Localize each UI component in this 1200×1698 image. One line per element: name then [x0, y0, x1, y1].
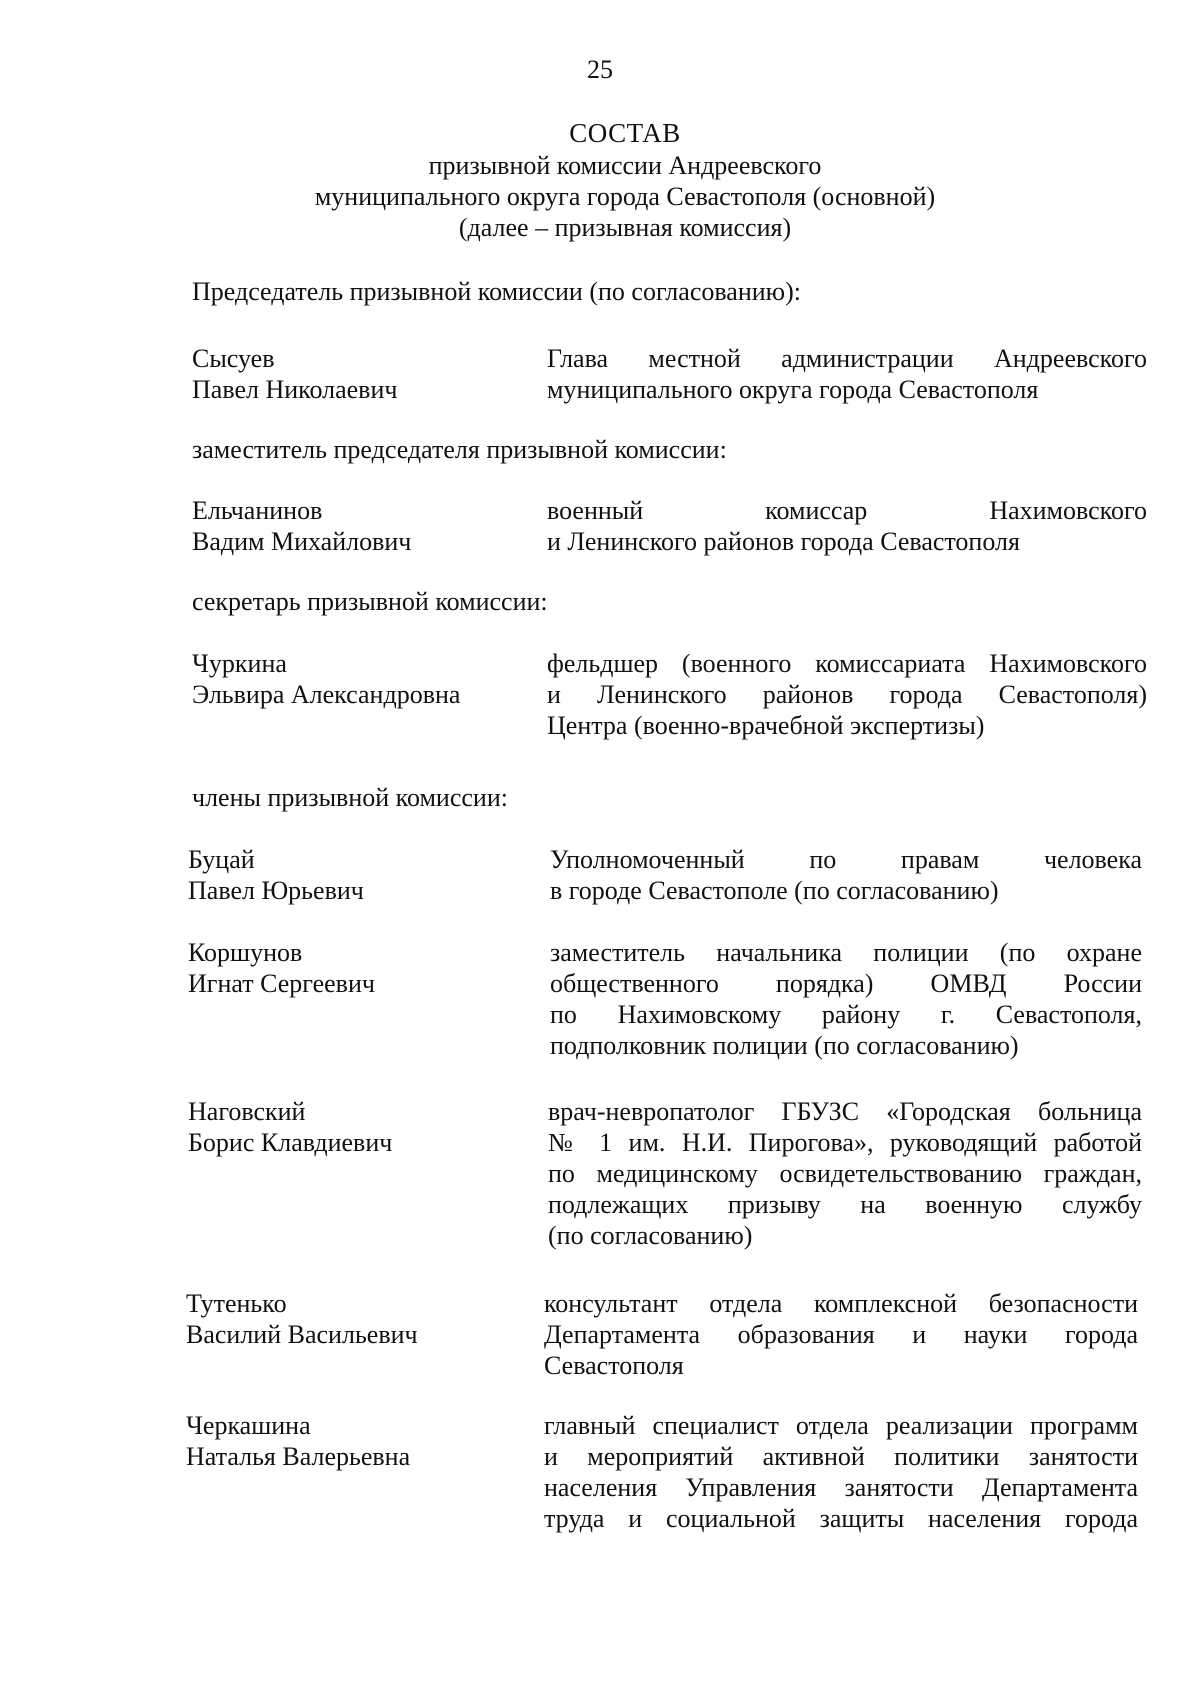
role-line: населения Управления занятости Департамента [544, 1473, 1138, 1502]
member-role [548, 1096, 1142, 1251]
member-role [544, 1410, 1138, 1534]
role-line: Севастополя [544, 1351, 684, 1380]
member-surname: Черкашина [186, 1411, 311, 1440]
member-role [547, 648, 1147, 741]
member-given-names: Наталья Валерьевна [186, 1442, 411, 1471]
heading-line-1: призывной комиссии Андреевского [428, 151, 822, 180]
member-given-names: Павел Юрьевич [188, 876, 364, 905]
section-chairman: Председатель призывной комиссии (по согласованию): [192, 277, 801, 306]
member-surname: Буцай [188, 845, 255, 874]
member-given-names: Борис Клавдиевич [188, 1128, 393, 1157]
role-line: (по согласованию) [548, 1221, 753, 1250]
member-name [186, 1288, 506, 1350]
member-role [550, 937, 1142, 1061]
role-line: военный комиссар Нахимовского [547, 496, 1147, 525]
role-line: и Ленинского районов города Севастополя) [547, 680, 1147, 709]
role-line: № 1 им. Н.И. Пирогова», руководящий работой [548, 1128, 1142, 1157]
member-role [547, 495, 1147, 557]
role-line: Глава местной администрации Андреевского [547, 344, 1147, 373]
section-deputy: заместитель председателя призывной комиссии: [192, 435, 727, 464]
role-line: главный специалист отдела реализации программ [544, 1411, 1138, 1440]
role-line: по Нахимовскому району г. Севастополя, [550, 1000, 1142, 1029]
member-given-names: Вадим Михайлович [192, 527, 412, 556]
role-line: подлежащих призыву на военную службу [548, 1190, 1142, 1219]
member-given-names: Эльвира Александровна [192, 680, 461, 709]
role-line: врач-невропатолог ГБУЗС «Городская больница [548, 1097, 1142, 1126]
member-role [550, 844, 1142, 906]
document-heading [0, 116, 1200, 243]
role-line: подполковник полиции (по согласованию) [550, 1031, 1019, 1060]
heading-line-2: муниципального округа города Севастополя (основной) [314, 182, 936, 211]
member-surname: Тутенько [186, 1289, 287, 1318]
member-surname: Сысуев [192, 344, 275, 373]
role-line: общественного порядка) ОМВД России [550, 969, 1142, 998]
section-members: члены призывной комиссии: [192, 783, 508, 812]
member-name [192, 495, 512, 557]
role-line: консультант отдела комплексной безопасности [544, 1289, 1138, 1318]
role-line: заместитель начальника полиции (по охране [550, 938, 1142, 967]
member-role [544, 1288, 1138, 1381]
role-line: в городе Севастополе (по согласованию) [550, 876, 999, 905]
document-title: СОСТАВ [569, 118, 681, 148]
role-line: Уполномоченный по правам человека [550, 845, 1142, 874]
role-line: и Ленинского районов города Севастополя [547, 527, 1020, 556]
role-line: и мероприятий активной политики занятости [544, 1442, 1138, 1471]
role-line: Центра (военно-врачебной экспертизы) [547, 711, 985, 740]
role-line: муниципального округа города Севастополя [547, 375, 1039, 404]
member-name [192, 648, 512, 710]
member-name [192, 343, 512, 405]
member-name [186, 1410, 506, 1472]
section-secretary: секретарь призывной комиссии: [192, 587, 548, 616]
role-line: по медицинскому освидетельствованию граждан, [548, 1159, 1142, 1188]
member-given-names: Игнат Сергеевич [188, 969, 375, 998]
member-given-names: Павел Николаевич [192, 375, 398, 404]
role-line: труда и социальной защиты населения города [544, 1504, 1138, 1533]
member-surname: Чуркина [192, 649, 287, 678]
member-name [188, 937, 508, 999]
member-surname: Ельчанинов [192, 496, 323, 525]
member-surname: Наговский [188, 1097, 306, 1126]
member-name [188, 1096, 508, 1158]
member-name [188, 844, 508, 906]
heading-line-3: (далее – призывная комиссия) [458, 213, 792, 242]
member-role [547, 343, 1147, 405]
member-given-names: Василий Васильевич [186, 1320, 418, 1349]
member-surname: Коршунов [188, 938, 303, 967]
role-line: Департамента образования и науки города [544, 1320, 1138, 1349]
page-number: 25 [587, 55, 613, 84]
role-line: фельдшер (военного комиссариата Нахимовского [547, 649, 1147, 678]
